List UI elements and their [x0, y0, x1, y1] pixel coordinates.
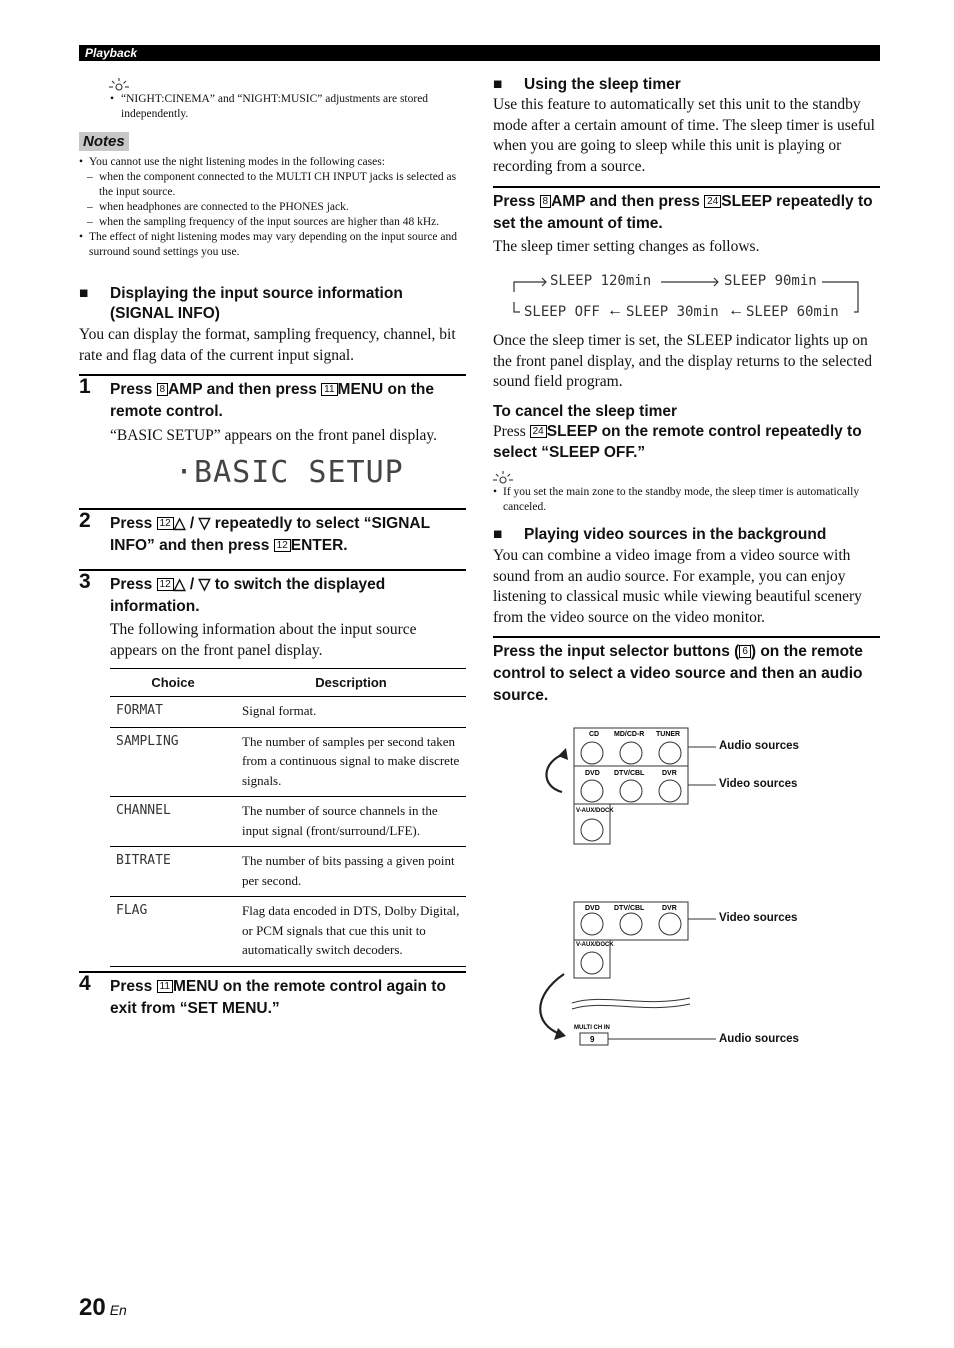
step-rule: [79, 971, 466, 973]
notes-list: [79, 155, 466, 260]
lcd-sleep-60: SLEEP 60min: [746, 304, 839, 320]
video-bg-body: You can combine a video image from a video source with sound from an audio source. For example, you can enjoy listening to classical music while viewing beautiful scenery from the video source on the video monitor.: [493, 547, 862, 626]
step-4-instruction: Press 11 MENU on the remote control again to exit from “SET MENU.”: [110, 978, 446, 1017]
lcd-sleep-off: SLEEP OFF: [524, 304, 600, 320]
multi-ch-key-label: 9: [590, 1035, 595, 1044]
arrow-left-icon: ←: [607, 302, 623, 319]
table-row: [110, 897, 466, 967]
table-cell-description: Signal format.: [236, 697, 466, 728]
tuner-label: TUNER: [656, 731, 681, 738]
video-sources-label: Video sources: [719, 912, 798, 924]
table-header-row: [110, 669, 466, 697]
video-sources-label: Video sources: [719, 778, 798, 790]
video-step-instruction: Press the input selector buttons ( 6 ) on the remote control to select a video source and then an audio source.: [493, 643, 863, 704]
table-cell-description: Flag data encoded in DTS, Dolby Digital, or PCM signals that cue this unit to automatically switch decoders.: [236, 897, 466, 967]
page-language: En: [109, 1302, 127, 1318]
dtvcbl-label: DTV/CBL: [614, 770, 645, 777]
step-rule: [493, 186, 880, 188]
table-cell-choice: BITRATE: [110, 847, 236, 897]
section-title-sleep-timer: ■ Using the sleep timer: [493, 76, 681, 93]
cancel-sleep-body: Press 24 SLEEP on the remote control repeatedly to select “SLEEP OFF.”: [493, 423, 862, 461]
step-rule: [79, 569, 466, 571]
step-number: 3: [79, 570, 91, 593]
step-2-instruction: Press 12 △ / ▽ repeatedly to select “SIGNAL INFO” and then press 12 ENTER.: [110, 515, 430, 554]
table-cell-description: The number of source channels in the input signal (front/surround/LFE).: [236, 797, 466, 847]
notes-heading: Notes: [79, 133, 129, 151]
dvr-label: DVR: [662, 770, 677, 777]
mdcdr-label: MD/CD-R: [614, 731, 645, 738]
note-sub-item: – when the component connected to the MULTI CH INPUT jacks is selected as the input source.: [87, 171, 457, 198]
table-row: [110, 727, 466, 797]
note-sub-item: – when the sampling frequency of the input sources are higher than 48 kHz.: [87, 216, 440, 228]
table-header-description: Description: [236, 669, 466, 697]
table-cell-choice: SAMPLING: [110, 727, 236, 797]
dtvcbl-label: DTV/CBL: [614, 905, 645, 912]
table-header-choice: Choice: [110, 669, 236, 697]
multi-ch-in-label: MULTI CH IN: [574, 1025, 610, 1031]
audio-sources-label: Audio sources: [719, 1033, 799, 1045]
signal-info-table: [110, 668, 466, 967]
section-title-signal-info: ■ Displaying the input source information (SIGNAL INFO): [79, 285, 403, 322]
dvr-label: DVR: [662, 905, 677, 912]
step-rule: [79, 374, 466, 376]
table-cell-description: The number of bits passing a given point per second.: [236, 847, 466, 897]
step-1-description: “BASIC SETUP” appears on the front panel display.: [110, 427, 438, 444]
lcd-basic-setup: ·BASIC SETUP: [175, 455, 404, 490]
page-number: 20: [79, 1294, 106, 1321]
tip-text-1: • “NIGHT:CINEMA” and “NIGHT:MUSIC” adjustments are stored independently.: [110, 93, 429, 120]
table-cell-description: The number of samples per second taken from a continuous signal to make discrete signals.: [236, 727, 466, 797]
sleep-step-description: The sleep timer setting changes as follows.: [493, 238, 760, 255]
table-row: [110, 797, 466, 847]
section-label: Playback: [85, 46, 138, 60]
section-title-video-bg: ■ Playing video sources in the background: [493, 526, 827, 543]
step-3-instruction: Press 12 △ / ▽ to switch the displayed information.: [110, 576, 386, 615]
dvd-label: DVD: [585, 770, 600, 777]
sleep-step-instruction: Press 8 AMP and then press 24 SLEEP repeatedly to set the amount of time.: [493, 193, 873, 232]
cd-label: CD: [589, 731, 600, 738]
table-row: [110, 697, 466, 728]
step-number: 1: [79, 375, 91, 398]
section-body-signal-info: You can display the format, sampling frequency, channel, bit rate and flag data of the current input signal.: [79, 326, 456, 364]
tip-icon: [108, 77, 130, 93]
lcd-sleep-90: SLEEP 90min: [724, 273, 817, 289]
cancel-sleep-title: To cancel the sleep timer: [493, 403, 678, 420]
table-cell-choice: CHANNEL: [110, 797, 236, 847]
audio-sources-label: Audio sources: [719, 740, 799, 752]
step-3-description: The following information about the input source appears on the front panel display.: [110, 621, 417, 659]
step-rule: [79, 508, 466, 510]
step-1-instruction: Press 8 AMP and then press 11 MENU on the remote control.: [110, 381, 434, 420]
lcd-sleep-30: SLEEP 30min: [626, 304, 719, 320]
vaux-label: V-AUX/DOCK: [576, 808, 614, 814]
note-item: • The effect of night listening modes may vary depending on the input source and surround sound settings you use.: [79, 231, 458, 258]
table-cell-choice: FORMAT: [110, 697, 236, 728]
tip-text-2: • If you set the main zone to the standby mode, the sleep timer is automatically canceled.: [493, 486, 860, 513]
arrow-left-icon: ←: [728, 302, 744, 319]
table-cell-choice: FLAG: [110, 897, 236, 967]
note-item: • You cannot use the night listening modes in the following cases:: [79, 156, 385, 168]
step-number: 4: [79, 972, 91, 995]
tip-icon: [492, 470, 514, 486]
section-header-bar: [79, 45, 880, 61]
lcd-sleep-120: SLEEP 120min: [550, 273, 652, 289]
sleep-after-text: Once the sleep timer is set, the SLEEP indicator lights up on the front panel display, and the display returns to the selected sound field program.: [493, 332, 873, 390]
note-sub-item: – when headphones are connected to the PHONES jack.: [87, 201, 349, 213]
sleep-timer-body: Use this feature to automatically set this unit to the standby mode after a certain amount of time. The sleep timer is useful when you are going to sleep while this unit is playing or recording from a source.: [493, 96, 875, 175]
step-rule: [493, 636, 880, 638]
dvd-label: DVD: [585, 905, 600, 912]
table-row: [110, 847, 466, 897]
page-footer: [79, 1294, 127, 1322]
vaux-label: V-AUX/DOCK: [576, 942, 614, 948]
step-number: 2: [79, 509, 91, 532]
